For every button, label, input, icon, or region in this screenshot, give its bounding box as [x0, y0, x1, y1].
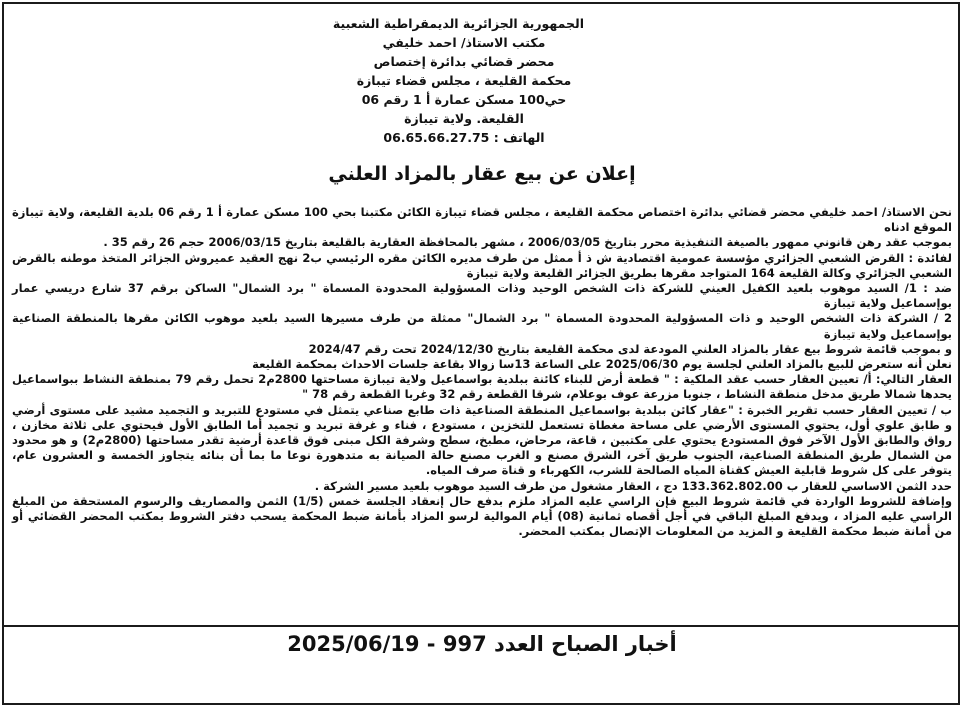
paragraph-conditions-list: و بموجب قائمة شروط بيع عقار بالمزاد العلني المودعة لدى محكمة القليعة بتاريخ 2024/12/30 تحت رقم 2024/47 [308, 341, 952, 356]
letterhead-line: محكمة القليعة ، مجلس قضاء تيبازة [356, 73, 572, 88]
letterhead-line: مكتب الاستاذ/ احمد خليفي [382, 35, 546, 50]
letterhead-line: محضر قضائي بدائرة إختصاص [373, 54, 555, 69]
publication-footer: أخبار الصباح العدد 997 - 2025/06/19 [287, 632, 677, 656]
paragraph-payment-terms: وإضافة للشروط الواردة في قائمة شروط البيع فإن الراسي عليه المزاد ملزم بدفع حال إنعقاد الجلسة خمس (1/5) الثمن والمصاريف والرسوم المستحقة من المبلغ الراسي عليه المزاد ، ويدفع المبلغ الباقي في أجل أقصاه ثمانية (08) أيام الموالية لرسو المزاد بأمانة ضبط المحكمة يسحب دفتر الشروط بمكتب المحضر القضائي أو من أمانة ضبط محكمة القليعة و المزيد من المعلومات الإتصال بمكتب المحضر. [12, 493, 953, 539]
letterhead-line: القليعة. ولاية تيبازة [404, 111, 524, 126]
paragraph-base-price: حدد الثمن الاساسي للعقار ب 133.362.802.00 دج ، العقار مشغول من طرف السيد موهوب بلعيد مسير الشركة . [314, 478, 952, 493]
notice-title: إعلان عن بيع عقار بالمزاد العلني [328, 163, 636, 185]
paragraph-auction-date: نعلن أنه ستعرض للبيع بالمزاد العلني لجلسة يوم 2025/06/30 على الساعة 13سا زوالا بقاعة جلسات الاحداث بمحكمة القليعة [252, 357, 952, 372]
letterhead-line: حي100 مسكن عمارة أ 1 رقم 06 [361, 92, 567, 107]
paragraph-mortgage: بموجب عقد رهن قانوني ممهور بالصيغة التنفيذية محرر بتاريخ 2006/03/05 ، مشهر بالمحافظة العقارية بالقليعة بتاريخ 2006/03/15 حجم 26 رقم 35 . [103, 235, 952, 250]
paragraph-beneficiary: لفائدة : القرض الشعبي الجزائري مؤسسة عمومية اقتصادية ش ذ أ ممثل من طرف مديره الكائن مقره الرئيسي ب2 نهج العقيد عميروش الجزائر المتخذ موطنه بالقرض الشعبي الجزائري وكالة القليعة 164 المتواجد مقرها بطريق الجزائر القليعة ولاية تيبازة [12, 250, 952, 280]
footer-divider [2, 625, 960, 627]
notice-body [12, 205, 952, 539]
letterhead [332, 14, 584, 147]
paragraph-bailiff: نحن الاستاذ/ احمد خليفي محضر قضائي بدائرة اختصاص محكمة القليعة ، مجلس قضاء تيبازة الكائن مكتبنا بحي 100 مسكن عمارة أ 1 رقم 06 بلدية القليعة، ولاية تيبازة الموقع ادناه [12, 205, 953, 235]
paragraph-against-1: ضد : 1/ السيد موهوب بلعيد الكفيل العيني للشركة ذات الشخص الوحيد وذات المسؤولية المحدودة المسماة " برد الشمال" الساكن برقم 37 شارع دريسي عمار بوإسماعيل ولاية تيبازة [12, 281, 952, 311]
paragraph-against-2: 2 / الشركة ذات الشخص الوحيد و ذات المسؤولية المحدودة المسماة " برد الشمال" ممثلة من طرف مسيرها السيد بلعيد موهوب الكائن مقرها بالمنطقة الصناعية بوإسماعيل ولاية تيبازة [12, 311, 952, 341]
paragraph-property-expertise: ب / تعيين العقار حسب تقرير الخبرة : "عقار كائن ببلدية بواسماعيل المنطقة الصناعية ذات طابع صناعي يتمثل في مستودع للتبريد و التجميد مشيد على مستوى أرضي و طابق علوي أول، يحتوي المستوى الأرضي على مساحة مغطاة تستعمل للتخزين ، مستودع ، فناء و غرفة تبريد و تجميد أما الطابق الأول فيحتوي على ثلاثة مخازن ، رواق والطابق الأول الآخر فوق المستودع يحتوي على مكتبين ، قاعة، مرحاض، مطبخ، سطح وشرفة الكل مبنى فوق قاعدة أرضية تقدر مساحتها (2800م2) و هو محدود من الشمال طريق المنطقة الصناعية، الجنوب طريق آخر، الشرق مصنع و الغرب مصنع حالة الصيانة به متدهورة نوعا ما بما أن بنائه يتجاوز الخمسة و العشرون عام، يتوفر على كل شروط قابلية العيش كقناة المياه الصالحة للشرب، الكهرباء و قناة صرف المياه. [12, 402, 952, 478]
letterhead-phone-line [344, 128, 584, 147]
paragraph-property-deed: العقار التالي: أ/ تعيين العقار حسب عقد الملكية : " قطعة أرض للبناء كائنة ببلدية بواسماعيل ولاية تيبازة مساحتها 2800م2 تحمل رقم 79 بمنطقة النشاط ببواسماعيل يحدها شمالا طريق مدخل منطقة النشاط ، جنوبا مزرعة عوف بوعلام، شرقا القطعة رقم 32 وغربا القطعة رقم 78 " [12, 372, 953, 402]
phone-label: الهاتف : [493, 130, 545, 145]
phone-number: 06.65.66.27.75 [383, 130, 490, 145]
letterhead-line: الجمهورية الجزائرية الديمقراطية الشعبية [332, 16, 584, 31]
